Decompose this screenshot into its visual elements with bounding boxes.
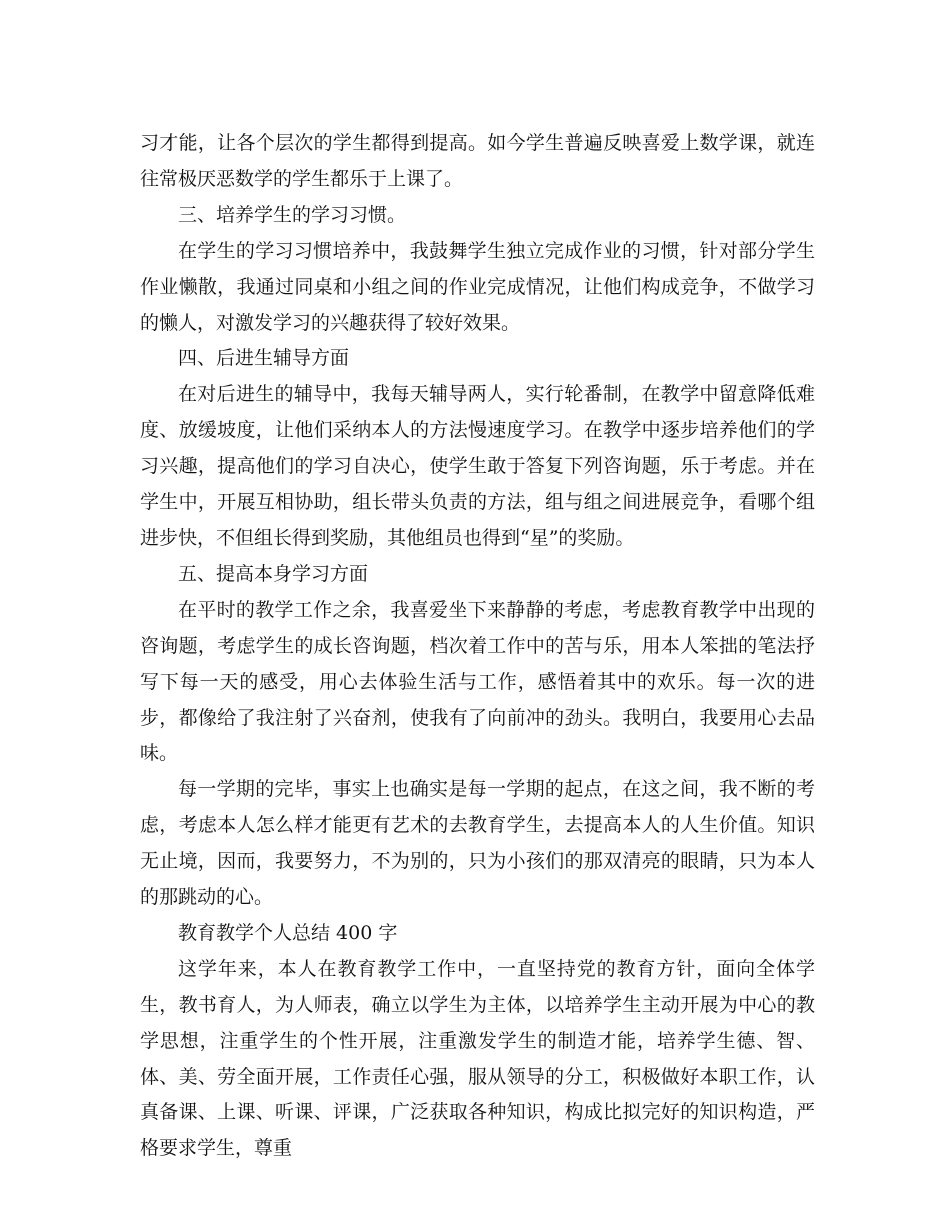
section-heading-3: 三、培养学生的学习习惯。	[178, 203, 407, 226]
paragraph-summary: 这学年来，本人在教育教学工作中，一直坚持党的教育方针，面向全体学生，教书育人，为人师表，确立以学生为主体，以培养学生主动开展为中心的教学思想，注重学生的个性开展，注重激发学生的制造才能，培养学生德、智、体、美、劳全面开展，工作责任心强，服从领导的分工，积极做好本职工作，认真备课、上课、听课、评课，广泛获取各种知识，构成比拟完好的知识构造，严格要求学生，尊重	[140, 957, 815, 1160]
section-heading-5: 五、提高本身学习方面	[178, 562, 369, 585]
paragraph-study-habits: 在学生的学习习惯培养中，我鼓舞学生独立完成作业的习惯，针对部分学生作业懒散，我通过同桌和小组之间的作业完成情况，让他们构成竞争，不做学习的懒人，对激发学习的兴趣获得了较好效果。	[140, 239, 815, 334]
paragraph-tutoring: 在对后进生的辅导中，我每天辅导两人，实行轮番制，在教学中留意降低难度、放缓坡度，让他们采纳本人的方法慢速度学习。在教学中逐步培养他们的学习兴趣，提高他们的学习自决心，使学生敢于答复下列咨询题，乐于考虑。并在学生中，开展互相协助，组长带头负责的方法，组与组之间进展竞争，看哪个组进步快，不但组长得到奖励，其他组员也得到“星”的奖励。	[140, 383, 815, 549]
paragraph-continuation: 习才能，让各个层次的学生都得到提高。如今学生普遍反映喜爱上数学课，就连往常极厌恶数学的学生都乐于上课了。	[140, 132, 815, 190]
paragraph-self-study: 在平时的教学工作之余，我喜爱坐下来静静的考虑，考虑教育教学中出现的咨询题，考虑学生的成长咨询题，档次着工作中的苦与乐，用本人笨拙的笔法抒写下每一天的感受，用心去体验生活与工作，感悟着其中的欢乐。每一次的进步，都像给了我注射了兴奋剂，使我有了向前冲的劲头。我明白，我要用心去品味。	[140, 598, 815, 765]
paragraph-semester-end: 每一学期的完毕，事实上也确实是每一学期的起点，在这之间，我不断的考虑，考虑本人怎么样才能更有艺术的去教育学生，去提高本人的人生价值。知识无止境，因而，我要努力，不为别的，只为小孩们的那双清亮的眼睛，只为本人的那跳动的心。	[140, 778, 815, 909]
section-heading-4: 四、后进生辅导方面	[178, 347, 350, 370]
document-body	[140, 126, 815, 1167]
summary-title: 教育教学个人总结 400 字	[178, 921, 398, 944]
